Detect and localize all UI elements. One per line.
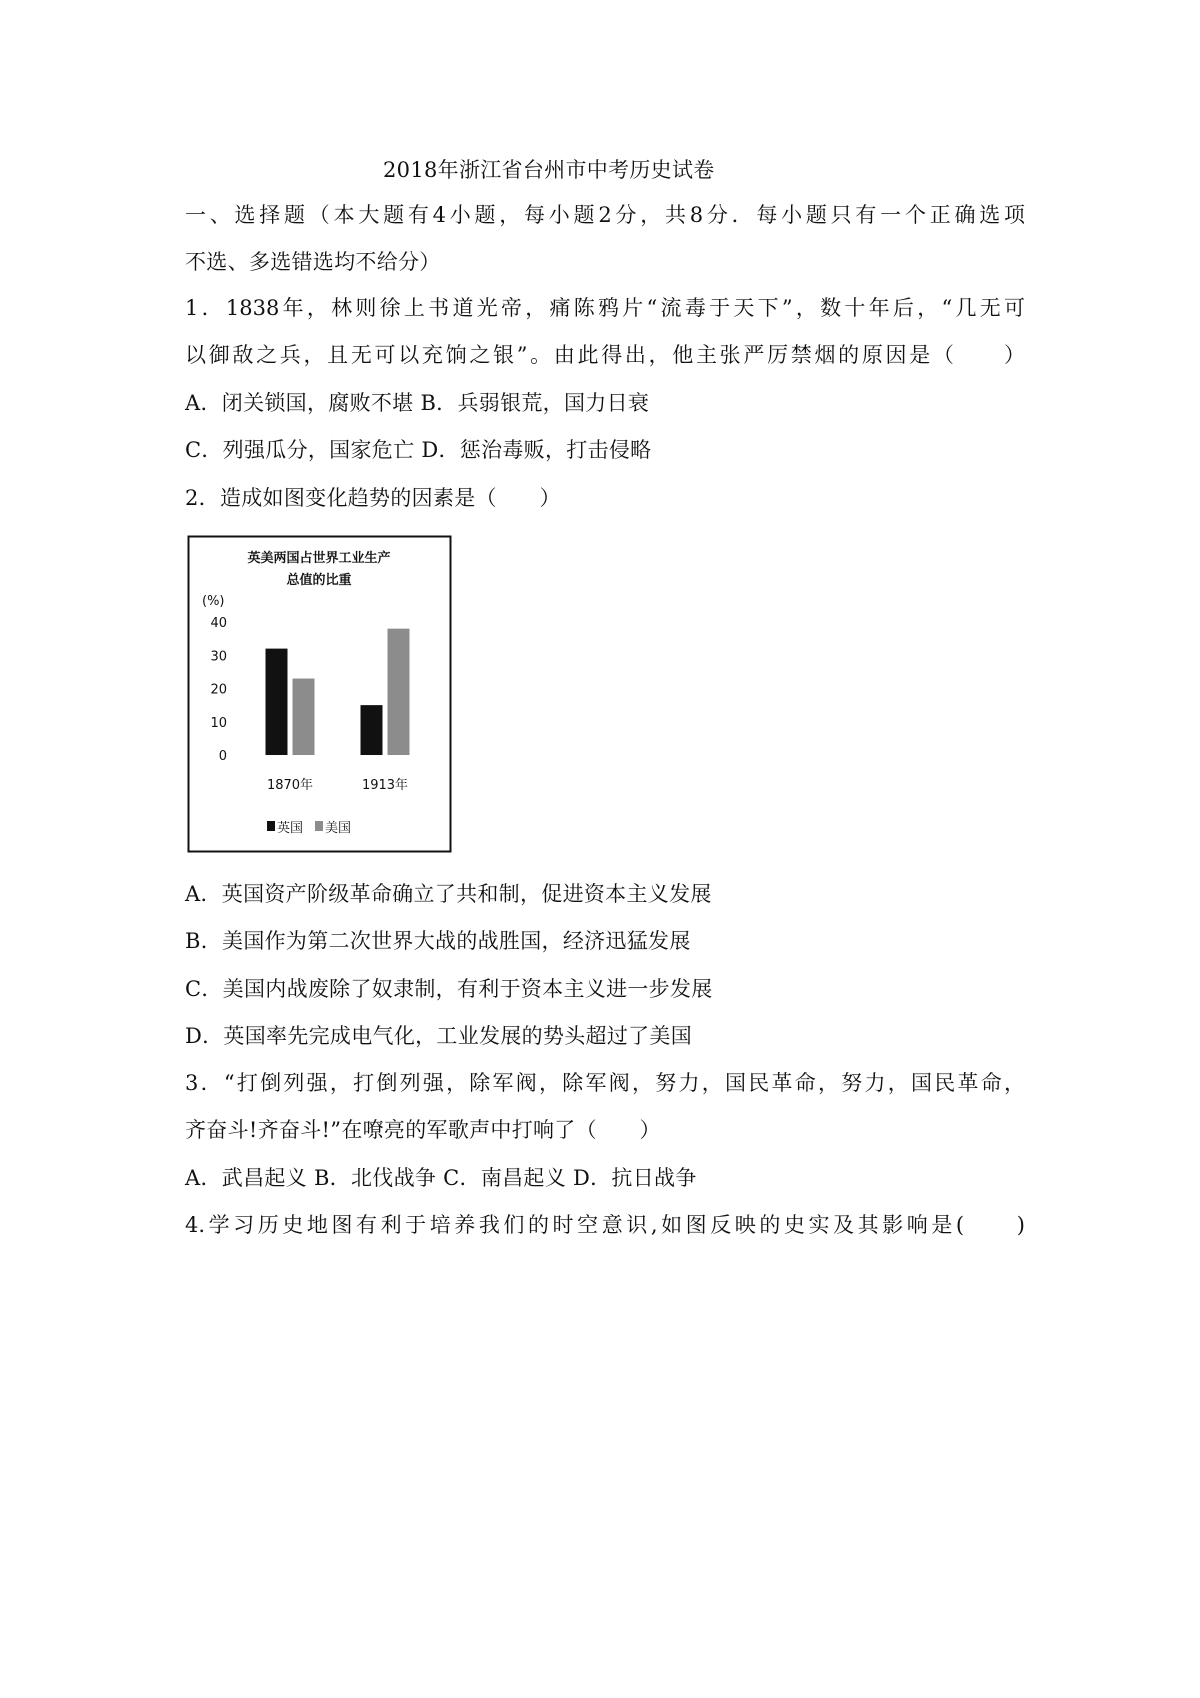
exam-title: 2018年浙江省台州市中考历史试卷 <box>383 158 715 182</box>
question-2-options-line: D．英国率先完成电气化，工业发展的势头超过了美国 <box>185 1024 693 1048</box>
question-1-stem-line: 1．1838年，林则徐上书道光帝，痛陈鸦片“流毒于天下”，数十年后，“几无可 <box>185 296 1025 320</box>
question-1-options-line: A．闭关锁国，腐败不堪 B．兵弱银荒，国力日衰 <box>185 391 650 415</box>
bar-uk-1 <box>266 649 288 755</box>
question-1-options-line: C．列强瓜分，国家危亡 D．惩治毒贩，打击侵略 <box>185 438 652 462</box>
bar-us-1 <box>293 679 315 755</box>
question-3-options-line: A．武昌起义 B．北伐战争 C．南昌起义 D．抗日战争 <box>185 1166 697 1190</box>
question-2-stem-line: 2．造成如图变化趋势的因素是（ ） <box>185 486 561 510</box>
legend-swatch-uk <box>267 821 275 831</box>
chart-title-line: 英美两国占世界工业生产 <box>247 551 391 566</box>
y-tick-label: 20 <box>210 682 227 698</box>
question-3-stem-line: 齐奋斗!齐奋斗!”在嘹亮的军歌声中打响了（ ） <box>185 1118 661 1142</box>
question-2-options-line: A．英国资产阶级革命确立了共和制，促进资本主义发展 <box>185 882 712 906</box>
question-2-options-line: B．美国作为第二次世界大战的战胜国，经济迅猛发展 <box>185 929 691 953</box>
question-1-stem-line: 以御敌之兵，且无可以充饷之银”。由此得出，他主张严厉禁烟的原因是（ ） <box>185 343 1025 367</box>
y-tick-label: 0 <box>218 749 227 764</box>
y-tick-label: 30 <box>210 649 227 665</box>
y-tick-label: 40 <box>210 616 227 631</box>
question-3-stem-line: 3．“打倒列强，打倒列强，除军阀，除军阀，努力，国民革命，努力，国民革命， <box>185 1071 1025 1095</box>
y-axis-unit-label: (%) <box>202 594 225 609</box>
legend-label-us: 美国 <box>325 821 352 836</box>
x-category-label: 1913年 <box>361 778 409 793</box>
question-2-options-line: C．美国内战废除了奴隶制，有利于资本主义进一步发展 <box>185 977 713 1001</box>
legend-label-uk: 英国 <box>277 821 304 836</box>
chart-title-line: 总值的比重 <box>286 573 352 588</box>
y-tick-label: 10 <box>210 715 227 731</box>
legend-swatch-us <box>315 821 323 831</box>
section-instructions-line: 不选、多选错选均不给分） <box>185 250 441 274</box>
x-category-label: 1870年 <box>266 778 314 793</box>
bar-us-2 <box>388 629 410 755</box>
question-4-stem-line: 4.学习历史地图有利于培养我们的时空意识,如图反映的史实及其影响是( ) <box>185 1213 1025 1237</box>
bar-uk-2 <box>361 705 383 755</box>
bar-chart <box>187 535 452 853</box>
section-instructions-line: 一、选择题（本大题有4小题，每小题2分，共8分．每小题只有一个正确选项 <box>185 203 1025 227</box>
